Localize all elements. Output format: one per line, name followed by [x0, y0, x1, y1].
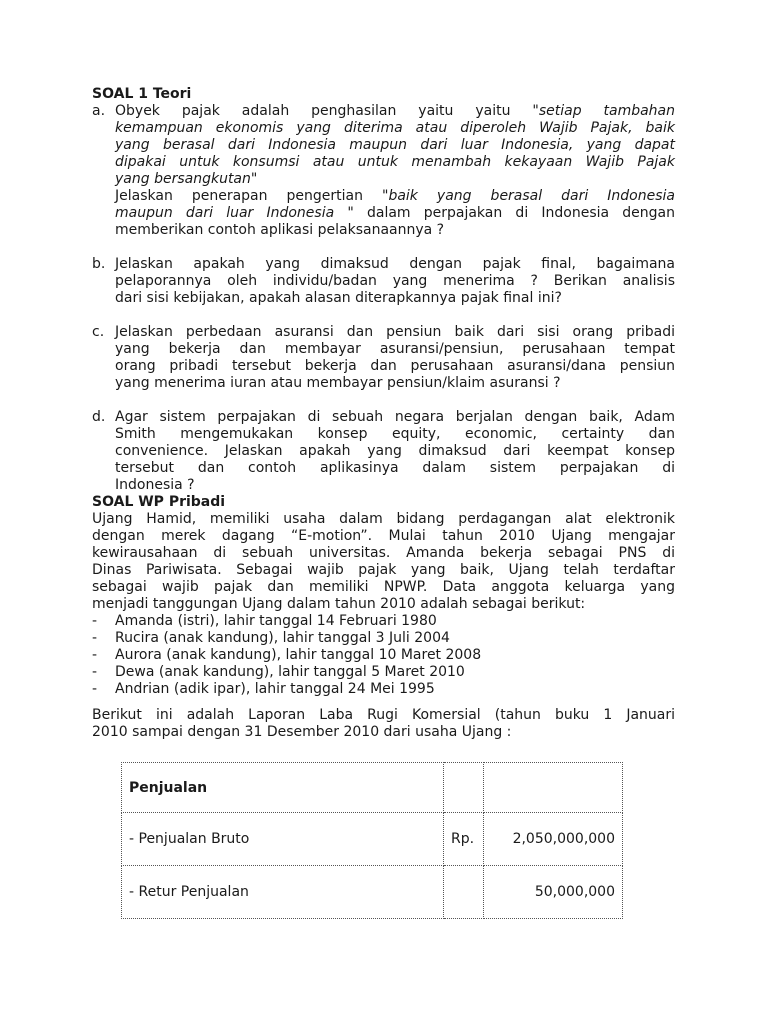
list-item: - Dewa (anak kandung), lahir tanggal 5 Maret 2010: [92, 664, 465, 680]
question-c: [92, 324, 675, 392]
table-cell-amount: 2,050,000,000: [484, 813, 623, 866]
income-statement-table: [121, 762, 623, 919]
paragraph-line: dengan merek dagang “E-motion”. Mulai tahun 2010 Ujang mengajar: [92, 528, 675, 544]
question-line: yang bekerja dan membayar asuransi/pensiun, perusahaan tempat: [115, 341, 675, 357]
table-row: [122, 866, 623, 919]
question-d: [92, 409, 675, 494]
question-line: yang berasal dari Indonesia maupun dari luar Indonesia, yang dapat: [115, 137, 675, 153]
paragraph-line: Ujang Hamid, memiliki usaha dalam bidang perdagangan alat elektronik: [92, 511, 675, 527]
question-marker: a.: [92, 103, 106, 119]
table-row: [122, 813, 623, 866]
question-line: dari sisi kebijakan, apakah alasan diterapkannya pajak final ini?: [115, 290, 562, 306]
question-marker: b.: [92, 256, 106, 272]
question-b: [92, 256, 675, 307]
table-cell-label: - Penjualan Bruto: [122, 813, 444, 866]
paragraph-line: kewirausahaan di sebuah universitas. Amanda bekerja sebagai PNS di: [92, 545, 675, 561]
case-paragraph: [92, 511, 675, 613]
question-line: yang menerima iuran atau membayar pensiun/klaim asuransi ?: [115, 375, 561, 391]
bullet-dash: -: [92, 664, 98, 680]
section-title-soal2: SOAL WP Pribadi: [92, 494, 226, 510]
question-line: convenience. Jelaskan apakah yang dimaksud dari keempat konsep: [115, 443, 675, 459]
table-cell-amount: 50,000,000: [484, 866, 623, 919]
question-line: dipakai untuk konsumsi atau untuk menambah kekayaan Wajib Pajak: [115, 154, 675, 170]
list-item: - Amanda (istri), lahir tanggal 14 Februari 1980: [92, 613, 437, 629]
question-line: Agar sistem perpajakan di sebuah negara berjalan dengan baik, Adam: [115, 409, 675, 425]
section-title-soal1: SOAL 1 Teori: [92, 86, 192, 102]
paragraph-line: Dinas Pariwisata. Sebagai wajib pajak yang baik, Ujang telah terdaftar: [92, 562, 675, 578]
bullet-dash: -: [92, 630, 98, 646]
question-marker: c.: [92, 324, 105, 340]
table-cell-currency: [444, 763, 484, 813]
question-line: kemampuan ekonomis yang diterima atau diperoleh Wajib Pajak, baik: [115, 120, 675, 136]
question-line: Smith mengemukakan konsep equity, economic, certainty dan: [115, 426, 675, 442]
question-line: Jelaskan perbedaan asuransi dan pensiun baik dari sisi orang pribadi: [115, 324, 675, 340]
list-item: - Aurora (anak kandung), lahir tanggal 10 Maret 2008: [92, 647, 482, 663]
paragraph-line: 2010 sampai dengan 31 Desember 2010 dari usaha Ujang :: [92, 724, 512, 740]
table-cell-amount: [484, 763, 623, 813]
bullet-dash: -: [92, 647, 98, 663]
question-line: orang pribadi tersebut bekerja dan perusahaan asuransi/dana pensiun: [115, 358, 675, 374]
question-line: Jelaskan penerapan pengertian "baik yang berasal dari Indonesia: [115, 188, 675, 204]
list-item: - Andrian (adik ipar), lahir tanggal 24 Mei 1995: [92, 681, 435, 697]
table-cell-currency: Rp.: [444, 813, 484, 866]
question-line: pelaporannya oleh individu/badan yang menerima ? Berikan analisis: [115, 273, 675, 289]
report-intro: [92, 707, 675, 741]
paragraph-line: Berikut ini adalah Laporan Laba Rugi Komersial (tahun buku 1 Januari: [92, 707, 675, 723]
family-list: [92, 613, 675, 698]
bullet-dash: -: [92, 613, 98, 629]
question-line: memberikan contoh aplikasi pelaksanaannya ?: [115, 222, 445, 238]
question-line: yang bersangkutan": [115, 171, 258, 187]
table-cell-currency: [444, 866, 484, 919]
document-body: [92, 86, 675, 741]
paragraph-line: sebagai wajib pajak dan memiliki NPWP. Data anggota keluarga yang: [92, 579, 675, 595]
question-line: Jelaskan apakah yang dimaksud dengan pajak final, bagaimana: [115, 256, 675, 272]
question-line: maupun dari luar Indonesia " dalam perpajakan di Indonesia dengan: [115, 205, 675, 221]
question-line: Indonesia ?: [115, 477, 195, 493]
question-line: tersebut dan contoh aplikasinya dalam sistem perpajakan di: [115, 460, 675, 476]
table-header-row: [122, 763, 623, 813]
question-a: [92, 103, 675, 239]
list-item: - Rucira (anak kandung), lahir tanggal 3 Juli 2004: [92, 630, 450, 646]
table-cell-label: - Retur Penjualan: [122, 866, 444, 919]
bullet-dash: -: [92, 681, 98, 697]
question-marker: d.: [92, 409, 106, 425]
paragraph-line: menjadi tanggungan Ujang dalam tahun 2010 adalah sebagai berikut:: [92, 596, 586, 612]
question-line: Obyek pajak adalah penghasilan yaitu yaitu "setiap tambahan: [115, 103, 676, 119]
table-header-label: Penjualan: [122, 763, 444, 813]
